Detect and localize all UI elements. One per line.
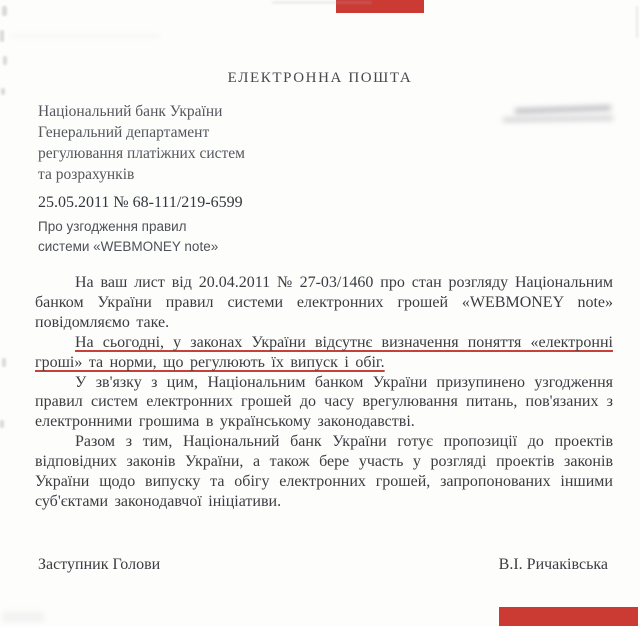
scan-artifact xyxy=(0,420,4,428)
scan-artifact xyxy=(1,88,5,95)
sender-line: регулювання платіжних систем xyxy=(38,145,245,162)
reference-block xyxy=(38,194,243,257)
page-title: ЕЛЕКТРОННА ПОШТА xyxy=(227,70,413,86)
scan-artifact xyxy=(2,358,6,367)
sender-line: та розрахунків xyxy=(38,166,135,183)
subject-block xyxy=(38,217,243,257)
body-paragraph: У зв'язку з цим, Національним банком України призупинено узгодження правил систем електронних грошей до часу врегулювання питань, пов'язаних з електронними грошима в українському законодавстві. xyxy=(35,373,613,431)
letter-body xyxy=(35,273,613,512)
scan-artifact xyxy=(2,612,44,622)
body-paragraph: Разом з тим, Національний банк України готує пропозиції до проектів відповідних законів України, а також бере участь у розгляді проектів законів України щодо випуску та обігу електронних грошей, запропонованих іншими суб'єктами законодавчої ініціативи. xyxy=(35,433,613,510)
sender-block xyxy=(38,101,245,185)
scan-artifact xyxy=(0,30,4,42)
scan-artifact xyxy=(636,6,638,38)
sender-line: Генеральний департамент xyxy=(38,124,210,141)
body-paragraph: На ваш лист від 20.04.2011 № 27-03/1460 про стан розгляду Національним банком України правил системи електронних грошей «WEBMONEY note» повідомляємо таке. xyxy=(35,274,613,331)
subject-line-1: Про узгодження правил xyxy=(38,219,187,234)
underlined-sentence: На сьогодні, у законах України відсутнє визначення поняття «електронні гроші» та норми, що регулюють їх випуск і обіг. xyxy=(35,333,613,371)
signature-row xyxy=(38,556,608,574)
signature-name: В.І. Ричаківська xyxy=(498,556,608,573)
scan-artifact xyxy=(272,1,372,4)
sender-line: Національний банк України xyxy=(38,103,223,120)
scan-artifact xyxy=(10,34,160,38)
signature-position: Заступник Голови xyxy=(38,556,161,573)
scan-artifact xyxy=(2,6,7,16)
blur-redaction xyxy=(503,100,615,128)
redaction-box-bottom xyxy=(499,607,638,626)
reference-number: 25.05.2011 № 68-111/219-6599 xyxy=(38,194,243,211)
scan-artifact xyxy=(3,56,7,65)
blur-smudge xyxy=(503,116,613,122)
blur-smudge xyxy=(515,105,611,113)
subject-line-2: системи «WEBMONEY note» xyxy=(38,239,219,254)
